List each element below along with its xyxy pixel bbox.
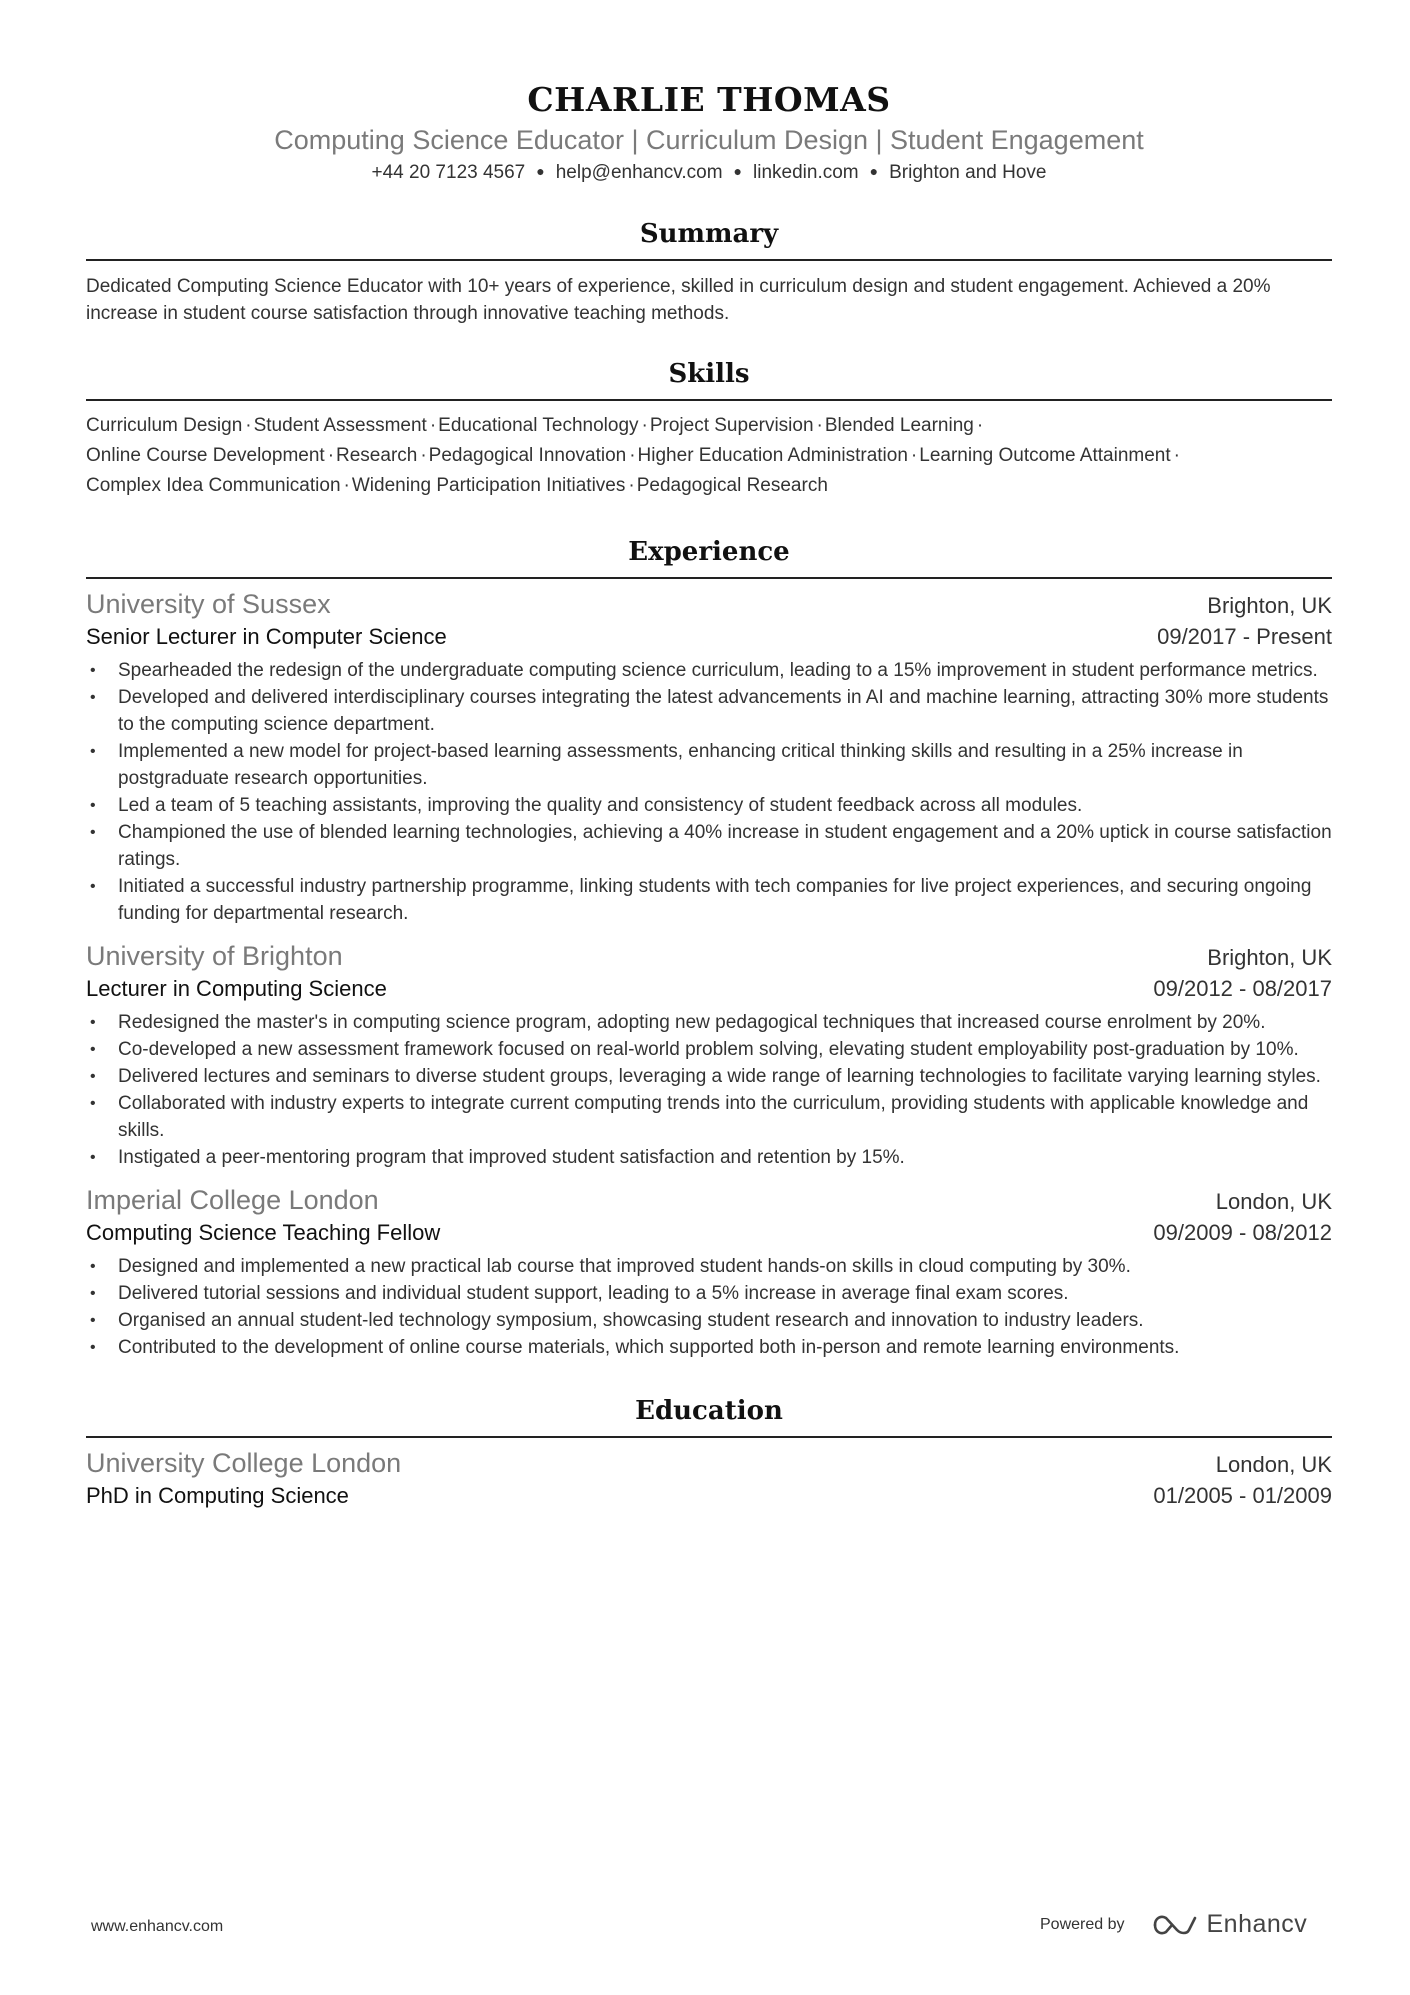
bullet-separator: ● [869,163,879,179]
experience-entry [86,939,1332,1171]
skill-separator: · [429,415,437,436]
education-dates: 01/2005 - 01/2009 [1153,1483,1332,1508]
skill-separator: · [343,475,350,496]
skill-separator: · [628,475,635,496]
achievement-item: • Delivered tutorial sessions and individual student support, leading to a 5% increase in average final exam scores. [86,1280,1332,1307]
contact-line [86,158,1332,186]
employer-name: University of Sussex [86,589,331,619]
achievement-item: • Instigated a peer-mentoring program that improved student satisfaction and retention by 15%. [86,1144,1332,1171]
achievement-item: • Organised an annual student-led technology symposium, showcasing student research and innovation to industry leaders. [86,1307,1332,1334]
achievement-item: • Spearheaded the redesign of the undergraduate computing science curriculum, leading to a 15% improvement in student performance metrics. [86,657,1332,684]
job-dates: 09/2012 - 08/2017 [1153,976,1332,1001]
achievement-list [86,1009,1332,1171]
skill-item: Higher Education Administration [637,445,908,466]
bullet-separator: ● [733,163,743,179]
skill-item: Educational Technology [438,415,639,436]
job-dates: 09/2017 - Present [1157,624,1332,649]
experience-section [86,535,1332,1361]
skill-item: Research [336,445,418,466]
skill-separator: · [629,445,636,466]
summary-section [86,217,1332,327]
skill-separator: · [910,445,918,466]
skill-separator: · [1173,445,1180,466]
contact-linkedin[interactable]: linkedin.com [753,162,859,183]
achievement-item: • Championed the use of blended learning technologies, achieving a 40% increase in student engagement and a 20% uptick in course satisfaction ratings. [86,819,1332,873]
skill-separator: · [420,445,427,466]
job-dates: 09/2009 - 08/2012 [1153,1220,1332,1245]
achievement-item: • Redesigned the master's in computing science program, adopting new pedagogical techniques that increased course enrolment by 20%. [86,1009,1332,1036]
achievement-item: • Collaborated with industry experts to integrate current computing trends into the curriculum, providing students with applicable knowledge and skills. [86,1090,1332,1144]
skill-item: Learning Outcome Attainment [919,445,1171,466]
skill-item: Project Supervision [649,415,814,436]
section-title-summary: Summary [86,217,1332,261]
experience-entry [86,587,1332,927]
job-location: Brighton, UK [1207,945,1332,970]
resume-page [86,0,1332,1512]
skill-separator: · [816,415,823,436]
candidate-name: CHARLIE THOMAS [527,80,891,119]
footer-website-link[interactable]: www.enhancv.com [91,1918,224,1935]
job-location: Brighton, UK [1207,593,1332,618]
skill-item: Pedagogical Research [636,475,828,496]
powered-by-label: Powered by [1040,1915,1125,1933]
summary-text: Dedicated Computing Science Educator with 10+ years of experience, skilled in curriculum design and student engagement. Achieved a 20% increase in student course satisfaction through innovative teaching methods. [86,276,1271,324]
skills-line [86,471,1332,501]
experience-entry [86,1183,1332,1361]
candidate-tagline: Computing Science Educator | Curriculum Design | Student Engagement [274,125,1144,155]
skill-item: Online Course Development [86,445,325,466]
bullet-separator: ● [536,163,545,179]
job-title: Senior Lecturer in Computer Science [86,624,447,649]
employer-name: Imperial College London [86,1185,379,1215]
skill-item: Blended Learning [824,415,974,436]
achievement-item: • Co-developed a new assessment framework focused on real-world problem solving, elevating student employability post-graduation by 10%. [86,1036,1332,1063]
school-location: London, UK [1215,1452,1332,1477]
skill-item: Complex Idea Communication [86,475,341,496]
achievement-item: • Initiated a successful industry partnership programme, linking students with tech companies for live project experiences, and securing ongoing funding for departmental research. [86,873,1332,927]
employer-name: University of Brighton [86,941,343,971]
resume-header [86,80,1332,186]
achievement-list [86,1253,1332,1361]
skills-line [86,441,1332,471]
school-name: University College London [86,1448,402,1478]
skills-line [86,411,1332,441]
skill-item: Widening Participation Initiatives [351,475,626,496]
enhancv-logo-icon [1151,1912,1199,1938]
skill-separator: · [327,445,335,466]
education-entry [86,1446,1332,1512]
contact-phone: +44 20 7123 4567 [371,162,526,183]
section-title-experience: Experience [86,535,1332,579]
section-title-skills: Skills [86,357,1332,401]
skill-separator: · [245,415,252,436]
enhancv-brand-name: Enhancv [1206,1910,1308,1938]
contact-email[interactable]: help@enhancv.com [555,162,723,183]
job-location: London, UK [1215,1189,1332,1214]
skills-section [86,357,1332,501]
section-title-education: Education [86,1394,1332,1438]
skill-item: Pedagogical Innovation [428,445,627,466]
achievement-list [86,657,1332,927]
achievement-item: • Implemented a new model for project-based learning assessments, enhancing critical thinking skills and resulting in a 25% increase in postgraduate research opportunities. [86,738,1332,792]
skills-list [86,411,1332,501]
degree-title: PhD in Computing Science [86,1483,349,1508]
achievement-item: • Led a team of 5 teaching assistants, improving the quality and consistency of student feedback across all modules. [86,792,1332,819]
contact-location: Brighton and Hove [889,162,1047,183]
achievement-item: • Designed and implemented a new practical lab course that improved student hands-on skills in cloud computing by 30%. [86,1253,1332,1280]
achievement-item: • Delivered lectures and seminars to diverse student groups, leveraging a wide range of learning technologies to facilitate varying learning styles. [86,1063,1332,1090]
skill-item: Curriculum Design [86,415,243,436]
job-title: Computing Science Teaching Fellow [86,1220,441,1245]
skill-separator: · [641,415,648,436]
achievement-item: • Contributed to the development of online course materials, which supported both in-person and remote learning environments. [86,1334,1332,1361]
achievement-item: • Developed and delivered interdisciplinary courses integrating the latest advancements in AI and machine learning, attracting 30% more students to the computing science department. [86,684,1332,738]
education-section [86,1394,1332,1512]
skill-separator: · [976,415,984,436]
job-title: Lecturer in Computing Science [86,976,387,1001]
footer-branding [1040,1910,1307,1939]
skill-item: Student Assessment [253,415,427,436]
